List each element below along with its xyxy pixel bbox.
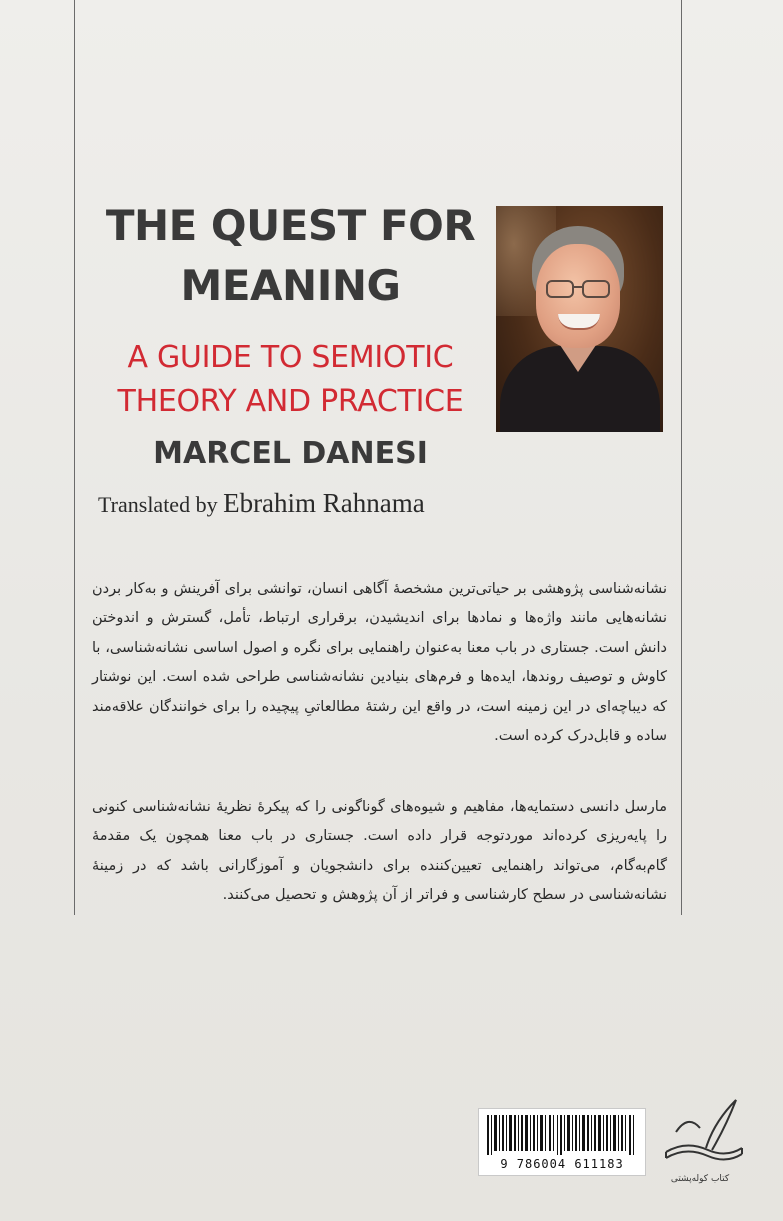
book-title-line-2: MEANING [180, 261, 401, 310]
book-title-line-1: THE QUEST FOR [105, 201, 476, 250]
translated-by-label: Translated by [98, 492, 218, 517]
book-subtitle-line-2: THEORY AND PRACTICE [117, 384, 464, 419]
isbn-digits: 9 786004 611183 [500, 1157, 624, 1171]
book-title [88, 196, 493, 316]
publisher-name: کتاب کوله‌پشتی [670, 1174, 730, 1184]
book-quill-icon [656, 1092, 748, 1172]
barcode-bars [487, 1115, 637, 1155]
author-photo [496, 206, 663, 432]
author-name: MARCEL DANESI [153, 436, 428, 471]
book-subtitle [88, 336, 493, 424]
frame-line-right [681, 0, 682, 915]
translator-name: Ebrahim Rahnama [223, 488, 425, 518]
frame-line-left [74, 0, 75, 915]
book-subtitle-line-1: A GUIDE TO SEMIOTIC [127, 340, 454, 375]
isbn-barcode [478, 1108, 646, 1176]
translator-credit [98, 486, 518, 522]
description-paragraph-1: نشانه‌شناسی پژوهشی بر حیاتی‌ترین مشخصهٔ آگاهی انسان، توانشی برای آفرینش و به‌کار بردن نشانه‌هایی مانند واژه‌ها و نمادها برای اندیشیدن، برقراری ارتباط، تأمل، گسترش و اندوختن دانش است. جستاری در باب معنا به‌عنوان راهنمایی برای نگره و اصول اساسی نشانه‌شناسی، با کاوش و توصیف روندها، ایده‌ها و فرم‌های بنیادین نشانه‌شناسی طراحی شده است. این نوشتار که دیباچه‌ای در این زمینه است، در واقع این رشتهٔ مطالعاتیِ پیچیده را برای خوانندگان علاقه‌مند ساده و قابل‌درک کرده است. [92, 580, 667, 744]
description-paragraph-2: مارسل دانسی دستمایه‌ها، مفاهیم و شیوه‌های گوناگونی را که پیکرهٔ نظریهٔ نشانه‌شناسی کنونی را پایه‌ریزی کرده‌اند موردتوجه قرار داده است. جستاری در باب معنا همچون یک مقدمهٔ گام‌به‌گام، می‌تواند راهنمایی تعیین‌کننده برای دانشجویان و آموزگارانی باشد که در زمینهٔ نشانه‌شناسی در سطح کارشناسی و فراتر از آن پژوهش و تحصیل می‌کنند. [92, 798, 667, 903]
